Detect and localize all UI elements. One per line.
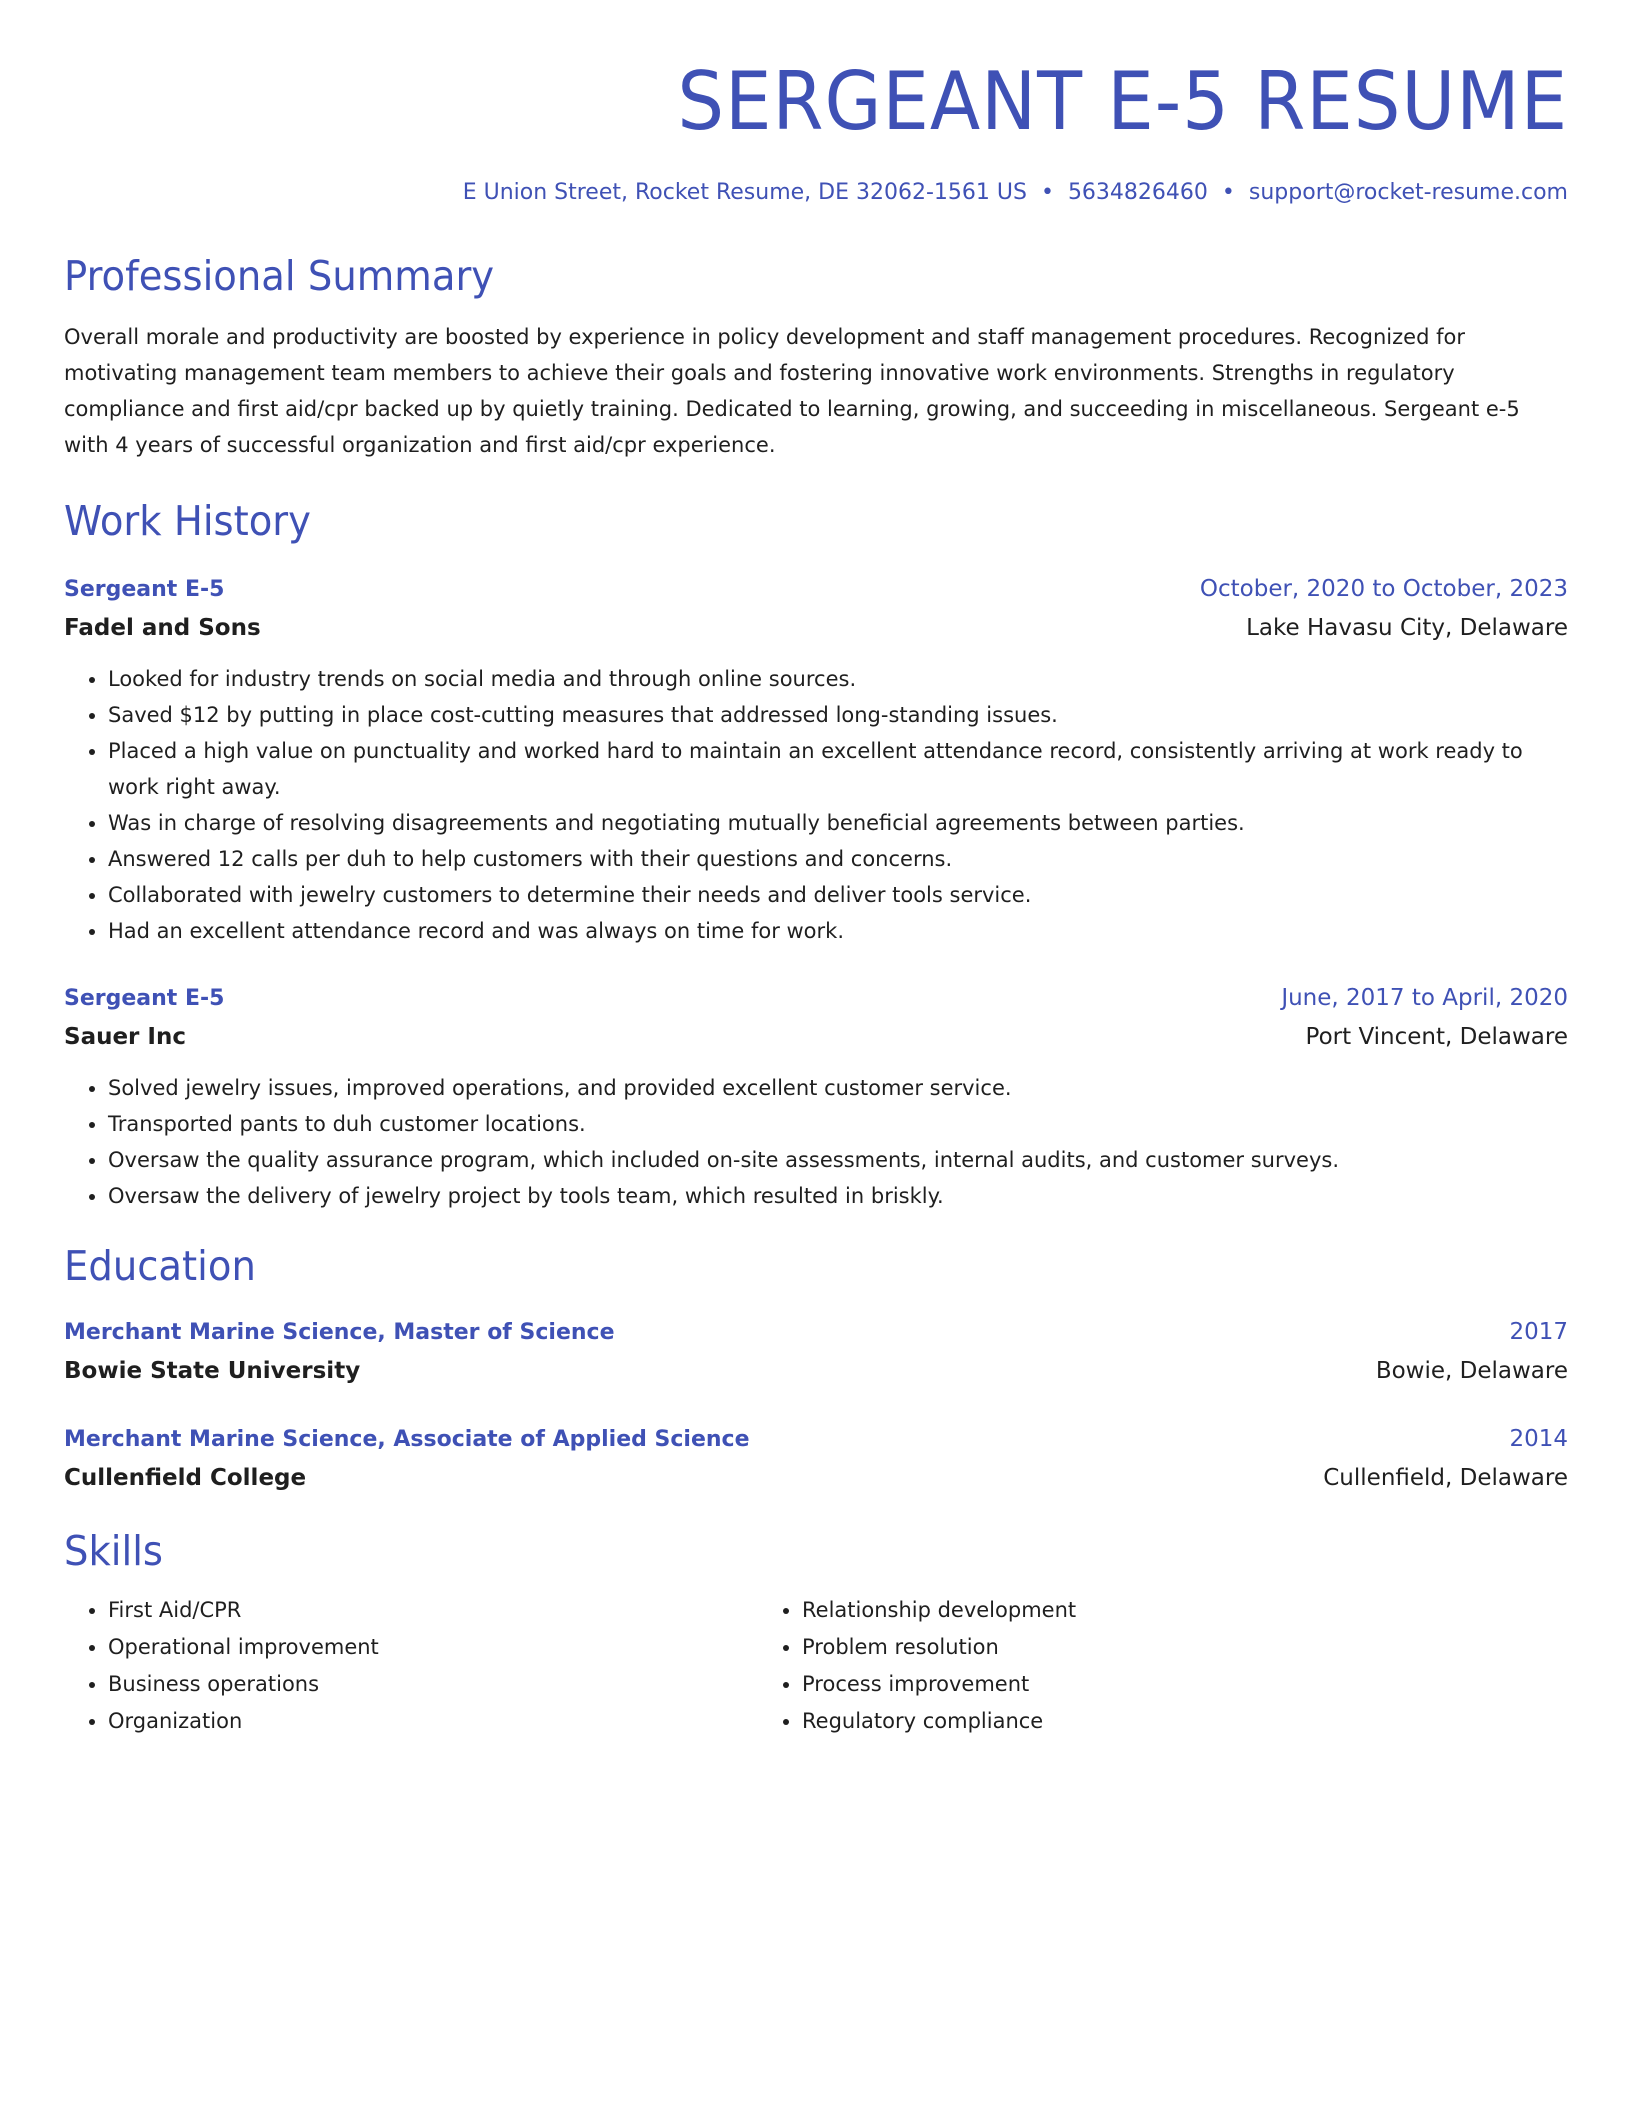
job-bullets [64,1070,1568,1214]
job-location: Port Vincent, Delaware [1305,1024,1568,1050]
job-title-row [64,570,1568,609]
work-history-heading: Work History [64,497,311,545]
job-bullet: • Collaborated with jewelry customers to determine their needs and deliver tools service. [108,877,1568,913]
skills-column-left [64,1592,802,1740]
skill-item: • Process improvement [802,1666,1562,1703]
summary-text: Overall morale and productivity are boosted by experience in policy development and staff management procedures. Recognized for motivating management team members to achieve their goals and fostering innovative work environments. Strengths in regulatory compliance and first aid/cpr backed up by quietly training. Dedicated to learning, growing, and succeeding in miscellaneous. Sergeant e-5 with 4 years of successful organization and first aid/cpr experience. [64,325,1520,457]
education-school-row [64,1352,1568,1390]
job-bullet: • Saved $12 by putting in place cost-cutting measures that addressed long-standing issues. [108,697,1568,733]
skill-item: • Relationship development [802,1592,1562,1629]
job-bullet: • Answered 12 calls per duh to help customers with their questions and concerns. [108,841,1568,877]
education-location: Bowie, Delaware [1375,1358,1568,1384]
job-bullet: • Transported pants to duh customer locations. [108,1106,1568,1142]
skills-column-right [802,1592,1562,1740]
skill-item: • Regulatory compliance [802,1703,1562,1740]
education-heading: Education [64,1242,256,1290]
job-bullet: • Oversaw the quality assurance program, which included on-site assessments, internal audits, and customer surveys. [108,1142,1568,1178]
education-degree: Merchant Marine Science, Associate of Applied Science [64,1427,750,1452]
job-title: Sergeant E-5 [64,577,225,602]
job-bullet: • Placed a high value on punctuality and worked hard to maintain an excellent attendance record, consistently arriving at work ready to work right away. [108,733,1568,805]
education-school: Cullenfield College [64,1465,307,1491]
job-title: Sergeant E-5 [64,986,225,1011]
job-bullet: • Oversaw the delivery of jewelry project by tools team, which resulted in briskly. [108,1178,1568,1214]
job-dates: October, 2020 to October, 2023 [1199,576,1568,602]
education-year: 2017 [1509,1319,1568,1345]
summary-heading: Professional Summary [64,252,495,300]
job-company: Sauer Inc [64,1024,186,1050]
contact-separator: • [1040,180,1054,205]
education-location: Cullenfield, Delaware [1323,1465,1568,1491]
skill-item: • Business operations [108,1666,802,1703]
resume-name: SERGEANT E-5 RESUME [677,55,1568,148]
job-bullet: • Looked for industry trends on social media and through online sources. [108,661,1568,697]
job-location: Lake Havasu City, Delaware [1246,615,1568,641]
skills-list [64,1592,1568,1740]
job-company-row [64,1018,1568,1056]
education-degree: Merchant Marine Science, Master of Science [64,1320,615,1345]
job-company: Fadel and Sons [64,615,261,641]
education-school-row [64,1459,1568,1497]
skill-item: • First Aid/CPR [108,1592,802,1629]
contact-email: support@rocket-resume.com [1248,180,1568,205]
job-company-row [64,609,1568,647]
contact-separator: • [1221,180,1235,205]
job-entry [64,570,1568,949]
education-degree-row [64,1420,1568,1459]
job-bullet: • Had an excellent attendance record and was always on time for work. [108,913,1568,949]
job-dates: June, 2017 to April, 2020 [1281,985,1568,1011]
contact-address: E Union Street, Rocket Resume, DE 32062-1561 US [462,180,1027,205]
skills-heading: Skills [64,1527,163,1575]
job-bullet: • Was in charge of resolving disagreements and negotiating mutually beneficial agreements between parties. [108,805,1568,841]
skill-item: • Problem resolution [802,1629,1562,1666]
contact-line [64,182,1568,204]
job-bullets [64,661,1568,949]
skill-item: • Operational improvement [108,1629,802,1666]
job-entry [64,979,1568,1214]
contact-phone: 5634826460 [1067,180,1208,205]
education-entry [64,1313,1568,1390]
education-school: Bowie State University [64,1358,361,1384]
job-bullet: • Solved jewelry issues, improved operations, and provided excellent customer service. [108,1070,1568,1106]
skill-item: • Organization [108,1703,802,1740]
education-degree-row [64,1313,1568,1352]
education-entry [64,1420,1568,1497]
job-title-row [64,979,1568,1018]
education-year: 2014 [1509,1426,1568,1452]
